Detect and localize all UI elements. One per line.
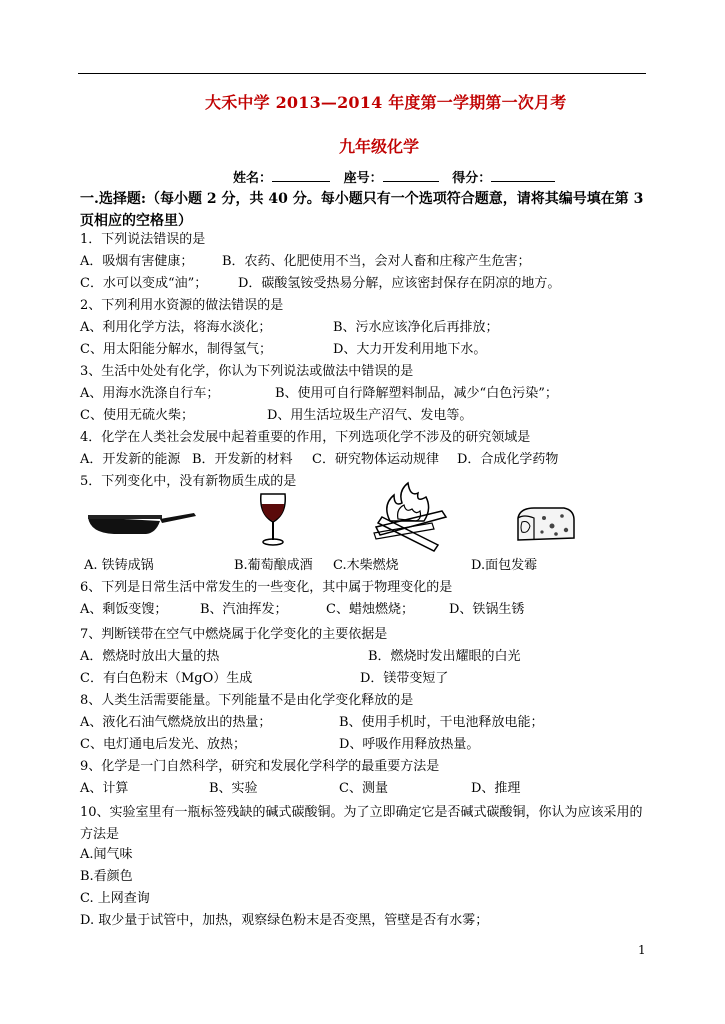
question-1-option-a: A．吸烟有害健康； xyxy=(80,254,194,269)
question-10-option-d: D. 取少量于试管中，加热，观察绿色粉末是否变黑，管壁是否有水雾； xyxy=(80,913,489,928)
question-9-option-c: C、测量 xyxy=(339,781,388,796)
question-10-option-a: A.闻气味 xyxy=(80,847,133,862)
question-7-option-d: D．镁带变短了 xyxy=(360,671,449,686)
seat-label: 座号： xyxy=(343,171,383,186)
question-8-option-c: C、电灯通电后发光、放热； xyxy=(80,737,246,752)
question-4-option-a: A．开发新的能源 xyxy=(80,452,181,467)
wine-glass-icon xyxy=(255,492,291,547)
question-1-option-d: D．碳酸氢铵受热易分解，应该密封保存在阴凉的地方。 xyxy=(238,276,561,291)
question-10-option-c: C. 上网查询 xyxy=(80,891,150,906)
question-9-stem: 9、化学是一门自然科学，研究和发展化学科学的最重要方法是 xyxy=(80,759,440,774)
question-6-stem: 6、下列是日常生活中常发生的一些变化，其中属于物理变化的是 xyxy=(80,580,453,595)
question-2-option-b: B、污水应该净化后再排放； xyxy=(333,320,499,335)
question-5-option-c: C.木柴燃烧 xyxy=(333,558,399,573)
question-8-option-b: B、使用手机时，干电池释放电能； xyxy=(339,715,544,730)
page-number: 1 xyxy=(638,943,646,957)
question-5-option-b: B.葡萄酿成酒 xyxy=(234,558,313,573)
score-label: 得分： xyxy=(452,171,492,186)
score-blank[interactable] xyxy=(491,169,555,182)
moldy-bread-icon xyxy=(514,504,578,544)
section-heading: 一.选择题:（每小题 2 分，共 40 分。每小题只有一个选项符合题意，请将其编号填在第 3 页相应的空格里） xyxy=(80,191,644,229)
question-1-option-b: B．农药、化肥使用不当，会对人畜和庄稼产生危害； xyxy=(222,254,531,269)
question-9-option-d: D、推理 xyxy=(471,781,521,796)
question-5-option-a: A. 铁铸成锅 xyxy=(84,558,154,573)
question-9-option-a: A、计算 xyxy=(80,781,129,796)
question-10-stem: 10、实验室里有一瓶标签残缺的碱式碳酸铜。为了立即确定它是否碱式碳酸铜，你认为应该采用的方法是 xyxy=(80,805,643,842)
question-9-option-b: B、实验 xyxy=(209,781,258,796)
question-2-option-c: C、用太阳能分解水，制得氢气； xyxy=(80,342,272,357)
seat-blank[interactable] xyxy=(383,169,439,182)
question-6-option-c: C、蜡烛燃烧； xyxy=(326,602,414,617)
question-8-option-d: D、呼吸作用释放热量。 xyxy=(339,737,480,752)
question-3-option-b: B、使用可自行降解塑料制品，减少“白色污染”； xyxy=(275,386,558,401)
question-4-option-c: C．研究物体运动规律 xyxy=(312,452,439,467)
question-6-option-d: D、铁锅生锈 xyxy=(449,602,525,617)
question-1-option-c: C．水可以变成“油”； xyxy=(80,276,208,291)
question-8-option-a: A、液化石油气燃烧放出的热量； xyxy=(80,715,272,730)
top-rule xyxy=(78,73,646,74)
question-3-stem: 3、生活中处处有化学，你认为下列说法或做法中错误的是 xyxy=(80,364,414,379)
question-6-option-b: B、汽油挥发； xyxy=(200,602,288,617)
question-2-stem: 2、下列利用水资源的做法错误的是 xyxy=(80,298,284,313)
exam-title: 大禾中学 2013—2014 年度第一学期第一次月考 xyxy=(205,93,567,112)
burning-wood-icon xyxy=(372,481,452,553)
question-3-option-a: A、用海水洗涤自行车； xyxy=(80,386,220,401)
question-2-option-a: A、利用化学方法，将海水淡化； xyxy=(80,320,272,335)
question-3-option-c: C、使用无硫火柴； xyxy=(80,408,194,423)
question-7-option-c: C．有白色粉末（MgO）生成 xyxy=(80,671,253,686)
name-blank[interactable] xyxy=(272,169,330,182)
question-2-option-d: D、大力开发利用地下水。 xyxy=(333,342,487,357)
question-5-stem: 5．下列变化中，没有新物质生成的是 xyxy=(80,474,297,489)
question-7-option-a: A．燃烧时放出大量的热 xyxy=(80,649,220,664)
question-1-stem: 1．下列说法错误的是 xyxy=(80,232,206,247)
question-4-stem: 4．化学在人类社会发展中起着重要的作用，下列选项化学不涉及的研究领域是 xyxy=(80,430,531,445)
question-4-option-b: B．开发新的材料 xyxy=(192,452,293,467)
question-7-option-b: B．燃烧时发出耀眼的白光 xyxy=(368,649,521,664)
question-7-stem: 7、判断镁带在空气中燃烧属于化学变化的主要依据是 xyxy=(80,627,388,642)
question-4-option-d: D．合成化学药物 xyxy=(457,452,559,467)
frying-pan-icon xyxy=(86,507,198,537)
question-3-option-d: D、用生活垃圾生产沼气、发电等。 xyxy=(267,408,473,423)
exam-subtitle: 九年级化学 xyxy=(339,137,420,156)
question-5-option-d: D.面包发霉 xyxy=(471,558,538,573)
name-label: 姓名： xyxy=(233,171,273,186)
student-info-line xyxy=(233,167,555,186)
question-10-option-b: B.看颜色 xyxy=(80,869,133,884)
question-6-option-a: A、剩饭变馊； xyxy=(80,602,168,617)
question-8-stem: 8、人类生活需要能量。下列能量不是由化学变化释放的是 xyxy=(80,693,414,708)
